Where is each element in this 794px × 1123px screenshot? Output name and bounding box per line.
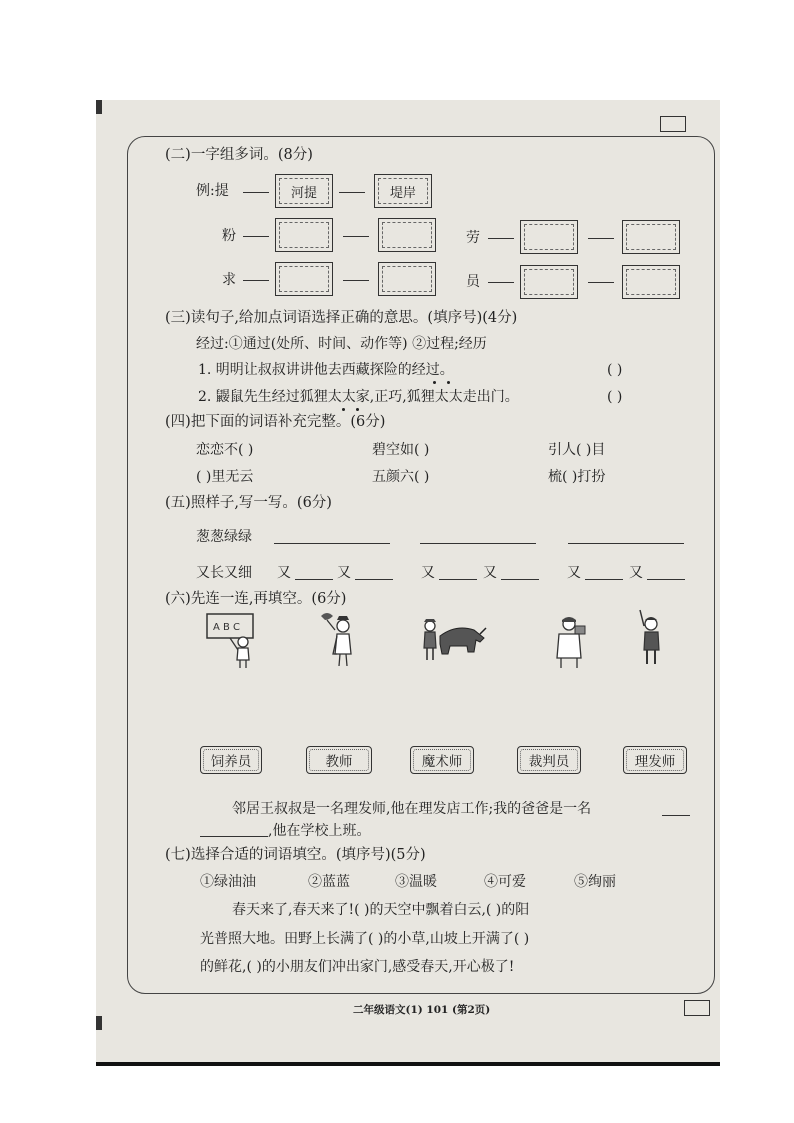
answer-line[interactable]: [647, 579, 685, 580]
answer-line[interactable]: [355, 579, 393, 580]
section4-heading: (四)把下面的词语补充完整。(6分): [165, 414, 386, 430]
answer-line[interactable]: [420, 543, 536, 544]
idiom-1: 恋恋不( ): [196, 442, 254, 458]
you-char: 又: [629, 565, 643, 581]
you-char: 又: [567, 565, 581, 581]
passage-line-3: 的鲜花,( )的小朋友们冲出家门,感受春天,开心极了!: [200, 959, 515, 975]
char-qiu: 求: [222, 272, 236, 288]
you-char: 又: [421, 565, 435, 581]
idiom-3: 引人( )目: [548, 442, 606, 458]
connector-dash: [488, 282, 514, 283]
example-word: 葱葱绿绿: [196, 529, 252, 545]
answer-paren[interactable]: ( ): [607, 362, 623, 378]
score-box: [660, 116, 686, 132]
emphasis-dot: [433, 381, 436, 384]
meaning-options: 经过:①通过(处所、时间、动作等) ②过程;经历: [196, 336, 487, 352]
magician-picture: [313, 610, 363, 670]
idiom-2: 碧空如( ): [372, 442, 430, 458]
tag-zookeeper[interactable]: 饲养员: [200, 746, 262, 774]
sheet-edge: [96, 1062, 720, 1066]
answer-line[interactable]: [274, 543, 390, 544]
example-word-box: 河提: [275, 174, 333, 208]
emphasis-dot: [447, 381, 450, 384]
answer-box[interactable]: [378, 218, 436, 252]
passage-line-1: 春天来了,春天来了!( )的天空中飘着白云,( )的阳: [232, 902, 530, 918]
connector-dash: [343, 236, 369, 237]
word-option-4: ④可爱: [484, 874, 526, 890]
example-label: 例:提: [196, 183, 229, 199]
fill-sentence-1: 邻居王叔叔是一名理发师,他在理发店工作;我的爸爸是一名: [232, 801, 592, 817]
sentence-2: 2. 鼹鼠先生经过狐狸太太家,正巧,狐狸太太走出门。: [198, 389, 519, 405]
connector-dash: [339, 192, 365, 193]
connector-dash: [243, 192, 269, 193]
word-option-1: ①绿油油: [200, 874, 256, 890]
answer-line[interactable]: [585, 579, 623, 580]
barber-picture: [636, 606, 666, 668]
word-option-5: ⑤绚丽: [574, 874, 616, 890]
idiom-5: 五颜六( ): [372, 469, 430, 485]
tag-barber[interactable]: 理发师: [623, 746, 687, 774]
answer-box[interactable]: [520, 220, 578, 254]
char-yuan: 员: [466, 274, 480, 290]
answer-box[interactable]: [378, 262, 436, 296]
tag-magician[interactable]: 魔术师: [410, 746, 474, 774]
connector-dash: [343, 280, 369, 281]
emphasis-dot: [356, 408, 359, 411]
section5-heading: (五)照样子,写一写。(6分): [165, 495, 332, 511]
referee-picture: [551, 612, 591, 670]
section7-heading: (七)选择合适的词语填空。(填序号)(5分): [165, 847, 426, 863]
answer-line[interactable]: [295, 579, 333, 580]
svg-text:A B C: A B C: [213, 622, 241, 633]
teacher-picture: [205, 612, 263, 670]
char-lao: 劳: [466, 230, 480, 246]
answer-box[interactable]: [622, 265, 680, 299]
section3-heading: (三)读句子,给加点词语选择正确的意思。(填序号)(4分): [165, 310, 518, 326]
zookeeper-picture: [420, 616, 488, 662]
answer-line[interactable]: [200, 836, 268, 837]
binding-mark: [96, 100, 102, 114]
tag-referee[interactable]: 裁判员: [517, 746, 581, 774]
char-fen: 粉: [222, 228, 236, 244]
answer-line[interactable]: [662, 815, 690, 816]
answer-line[interactable]: [501, 579, 539, 580]
section6-heading: (六)先连一连,再填空。(6分): [165, 591, 347, 607]
tag-teacher[interactable]: 教师: [306, 746, 372, 774]
you-char: 又: [337, 565, 351, 581]
answer-box[interactable]: [622, 220, 680, 254]
connector-dash: [588, 282, 614, 283]
answer-line[interactable]: [439, 579, 477, 580]
you-char: 又: [483, 565, 497, 581]
section2-heading: (二)一字组多词。(8分): [165, 147, 313, 163]
answer-paren[interactable]: ( ): [607, 389, 623, 405]
binding-mark: [96, 1016, 102, 1030]
idiom-4: ( )里无云: [196, 469, 254, 485]
connector-dash: [588, 238, 614, 239]
example-word: 又长又细: [196, 565, 252, 581]
word-option-2: ②蓝蓝: [308, 874, 350, 890]
fill-sentence-2: ,他在学校上班。: [268, 823, 371, 839]
you-char: 又: [277, 565, 291, 581]
answer-box[interactable]: [275, 218, 333, 252]
answer-line[interactable]: [568, 543, 684, 544]
score-box: [684, 1000, 710, 1016]
passage-line-2: 光普照大地。田野上长满了( )的小草,山坡上开满了( ): [200, 931, 530, 947]
idiom-6: 梳( )打扮: [548, 469, 606, 485]
sentence-1: 1. 明明让叔叔讲讲他去西藏探险的经过。: [198, 362, 454, 378]
page-footer: 二年级语文(1) 101 (第2页): [353, 1004, 491, 1016]
word-option-3: ③温暖: [395, 874, 437, 890]
emphasis-dot: [342, 408, 345, 411]
answer-box[interactable]: [275, 262, 333, 296]
connector-dash: [488, 238, 514, 239]
answer-box[interactable]: [520, 265, 578, 299]
example-word-box: 堤岸: [374, 174, 432, 208]
connector-dash: [243, 280, 269, 281]
connector-dash: [243, 236, 269, 237]
